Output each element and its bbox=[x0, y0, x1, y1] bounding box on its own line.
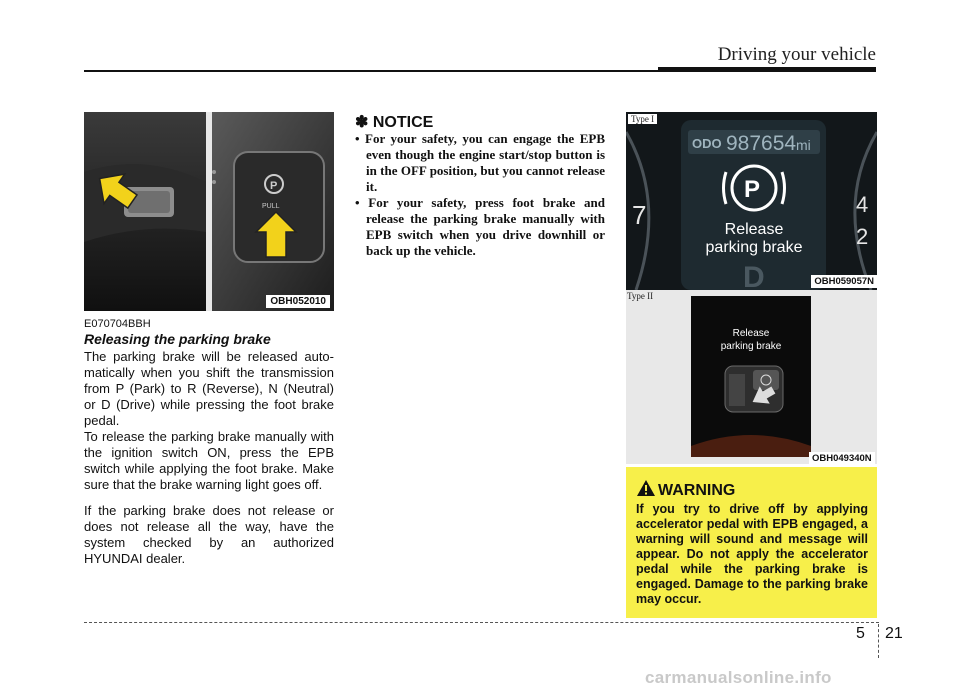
page-number: 21 bbox=[885, 625, 903, 642]
watermark: carmanualsonline.info bbox=[645, 668, 832, 687]
odo-unit: mi bbox=[796, 137, 811, 153]
notice-list bbox=[355, 131, 605, 259]
popup-msg-1: Release bbox=[732, 328, 770, 339]
section-code: E070704BBH bbox=[84, 318, 151, 330]
pull-label: PULL bbox=[262, 203, 280, 210]
photo-divider bbox=[206, 112, 212, 311]
warning-text: If you try to drive off by applying accelerator pedal with EPB engaged, a warning will sound and message will appear. Do not apply the accelerator pedal while the parking brake is engaged. Damage to the parking brake may occur. bbox=[636, 502, 868, 606]
header-rule bbox=[84, 70, 662, 72]
popup-caption: OBH049340N bbox=[809, 452, 875, 465]
section-title: Driving your vehicle bbox=[717, 44, 876, 65]
type2-label: Type II bbox=[627, 291, 654, 301]
paragraph-1: The parking brake will be released auto-matically when you shift the transmission from P (Park) to R (Reverse), N (Neutral) or D (Drive) while pressing the foot brake pedal. bbox=[84, 349, 334, 428]
footer-divider bbox=[878, 624, 879, 658]
warning-title: WARNING bbox=[658, 482, 736, 499]
notice-item: • For your safety, press foot brake and release the parking brake manually with EPB switch when you drive downhill or back up the vehicle. bbox=[355, 195, 605, 258]
svg-text:P: P bbox=[744, 176, 761, 203]
cluster-caption: OBH059057N bbox=[811, 275, 877, 288]
header-rule-thick bbox=[658, 67, 876, 72]
odo-label: ODO bbox=[692, 136, 722, 151]
popup-illustration bbox=[691, 296, 811, 457]
paragraph-2: To release the parking brake manually with the ignition switch ON, press the EPB switch while applying the foot brake. Make sure that the brake warning light goes off. bbox=[84, 429, 334, 492]
popup-display-image bbox=[691, 296, 811, 457]
odo-value: 987654 bbox=[726, 132, 797, 155]
notice-item: • For your safety, you can engage the EPB even though the engine start/stop button is in the OFF position, but you cannot release it. bbox=[355, 131, 605, 194]
cluster-display-image bbox=[626, 112, 877, 290]
photo-caption: OBH052010 bbox=[266, 295, 330, 308]
cluster-msg-2: parking brake bbox=[705, 239, 803, 256]
cluster-illustration bbox=[626, 112, 877, 290]
cluster-msg-1: Release bbox=[724, 221, 784, 238]
popup-msg-2: parking brake bbox=[720, 341, 782, 352]
warning-triangle-icon bbox=[636, 479, 656, 497]
svg-text:P: P bbox=[270, 180, 278, 192]
footer-rule bbox=[84, 622, 879, 623]
gauge-right-1: 4 bbox=[856, 192, 869, 217]
type1-label: Type I bbox=[628, 114, 657, 124]
gauge-right-2: 2 bbox=[856, 224, 869, 249]
chapter-number: 5 bbox=[856, 625, 865, 642]
paragraph-3: If the parking brake does not release or does not release all the way, have the system checked by an authorized HYUNDAI dealer. bbox=[84, 503, 334, 566]
epb-switch-photo bbox=[84, 112, 334, 311]
subheading: Releasing the parking brake bbox=[84, 331, 271, 347]
gauge-left: 7 bbox=[632, 200, 647, 230]
gear-indicator: D bbox=[743, 261, 765, 290]
notice-title: ✽ NOTICE bbox=[355, 114, 434, 131]
